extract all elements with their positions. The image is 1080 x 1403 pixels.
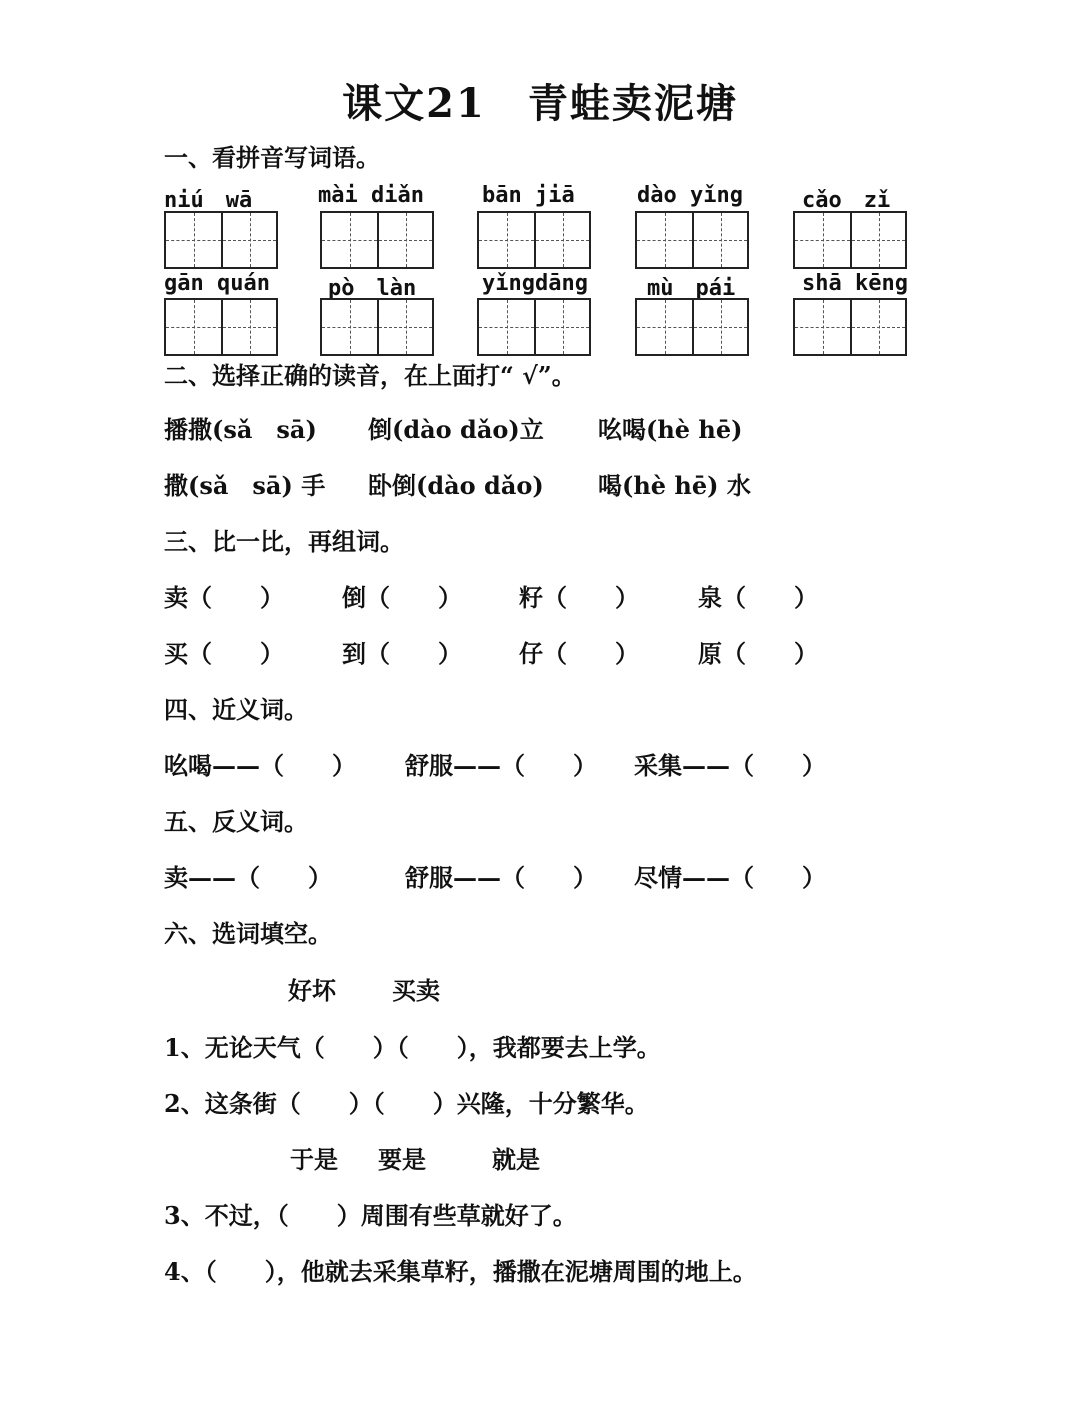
word-choice: 要是 <box>378 1145 426 1174</box>
page-title: 课文21 青蛙卖泥塘 <box>342 80 738 127</box>
word-choice: 就是 <box>492 1145 540 1174</box>
antonym-item[interactable]: 舒服——（ ） <box>405 863 597 892</box>
synonym-item[interactable]: 吆喝——（ ） <box>164 751 356 780</box>
pinyin-label: cǎo zǐ <box>802 188 891 213</box>
reading-item[interactable]: 撒(sǎ sā) 手 <box>164 471 326 500</box>
synonym-item[interactable]: 采集——（ ） <box>634 751 826 780</box>
compare-item[interactable]: 倒（ ） <box>342 583 462 612</box>
writing-grid[interactable] <box>793 298 907 356</box>
fill-question-4[interactable]: 4、（ ），他就去采集草籽，播撒在泥塘周围的地上。 <box>164 1257 757 1286</box>
reading-item[interactable]: 喝(hè hē) 水 <box>598 471 751 500</box>
section-1-heading: 一、看拼音写词语。 <box>164 143 380 172</box>
writing-grid[interactable] <box>320 298 434 356</box>
compare-item[interactable]: 卖（ ） <box>164 583 284 612</box>
compare-item[interactable]: 买（ ） <box>164 639 284 668</box>
compare-item[interactable]: 原（ ） <box>698 639 818 668</box>
pinyin-label: bān jiā <box>482 183 575 208</box>
fill-question-3[interactable]: 3、不过，（ ）周围有些草就好了。 <box>164 1201 577 1230</box>
compare-item[interactable]: 籽（ ） <box>519 583 639 612</box>
pinyin-label: niú wā <box>164 188 253 213</box>
pinyin-label: shā kēng <box>802 271 908 296</box>
writing-grid[interactable] <box>477 211 591 269</box>
pinyin-label: yǐngdāng <box>482 271 588 296</box>
writing-grid[interactable] <box>164 211 278 269</box>
antonym-item[interactable]: 尽情——（ ） <box>634 863 826 892</box>
pinyin-label: mù pái <box>647 276 736 301</box>
fill-question-1[interactable]: 1、无论天气（ ）（ ），我都要去上学。 <box>164 1033 661 1062</box>
word-choice: 于是 <box>290 1145 338 1174</box>
compare-item[interactable]: 泉（ ） <box>698 583 818 612</box>
synonym-item[interactable]: 舒服——（ ） <box>405 751 597 780</box>
writing-grid[interactable] <box>477 298 591 356</box>
section-3-heading: 三、比一比，再组词。 <box>164 527 404 556</box>
pinyin-label: pò làn <box>328 276 417 301</box>
compare-item[interactable]: 仔（ ） <box>519 639 639 668</box>
section-4-heading: 四、近义词。 <box>164 695 308 724</box>
antonym-item[interactable]: 卖——（ ） <box>164 863 332 892</box>
section-6-heading: 六、选词填空。 <box>164 919 332 948</box>
writing-grid[interactable] <box>635 298 749 356</box>
reading-item[interactable]: 倒(dào dǎo)立 <box>368 415 544 444</box>
word-choice: 买卖 <box>392 976 440 1005</box>
word-choice: 好坏 <box>288 976 336 1005</box>
reading-item[interactable]: 播撒(sǎ sā) <box>164 415 317 444</box>
writing-grid[interactable] <box>793 211 907 269</box>
writing-grid[interactable] <box>635 211 749 269</box>
section-5-heading: 五、反义词。 <box>164 807 308 836</box>
compare-item[interactable]: 到（ ） <box>342 639 462 668</box>
pinyin-label: dào yǐng <box>637 183 743 208</box>
pinyin-label: gān quán <box>164 271 270 296</box>
writing-grid[interactable] <box>164 298 278 356</box>
pinyin-label: mài diǎn <box>318 183 424 208</box>
fill-question-2[interactable]: 2、这条街（ ）（ ）兴隆，十分繁华。 <box>164 1089 649 1118</box>
reading-item[interactable]: 卧倒(dào dǎo) <box>368 471 544 500</box>
section-2-heading: 二、选择正确的读音，在上面打“ √”。 <box>164 361 576 390</box>
writing-grid[interactable] <box>320 211 434 269</box>
reading-item[interactable]: 吆喝(hè hē) <box>598 415 743 444</box>
